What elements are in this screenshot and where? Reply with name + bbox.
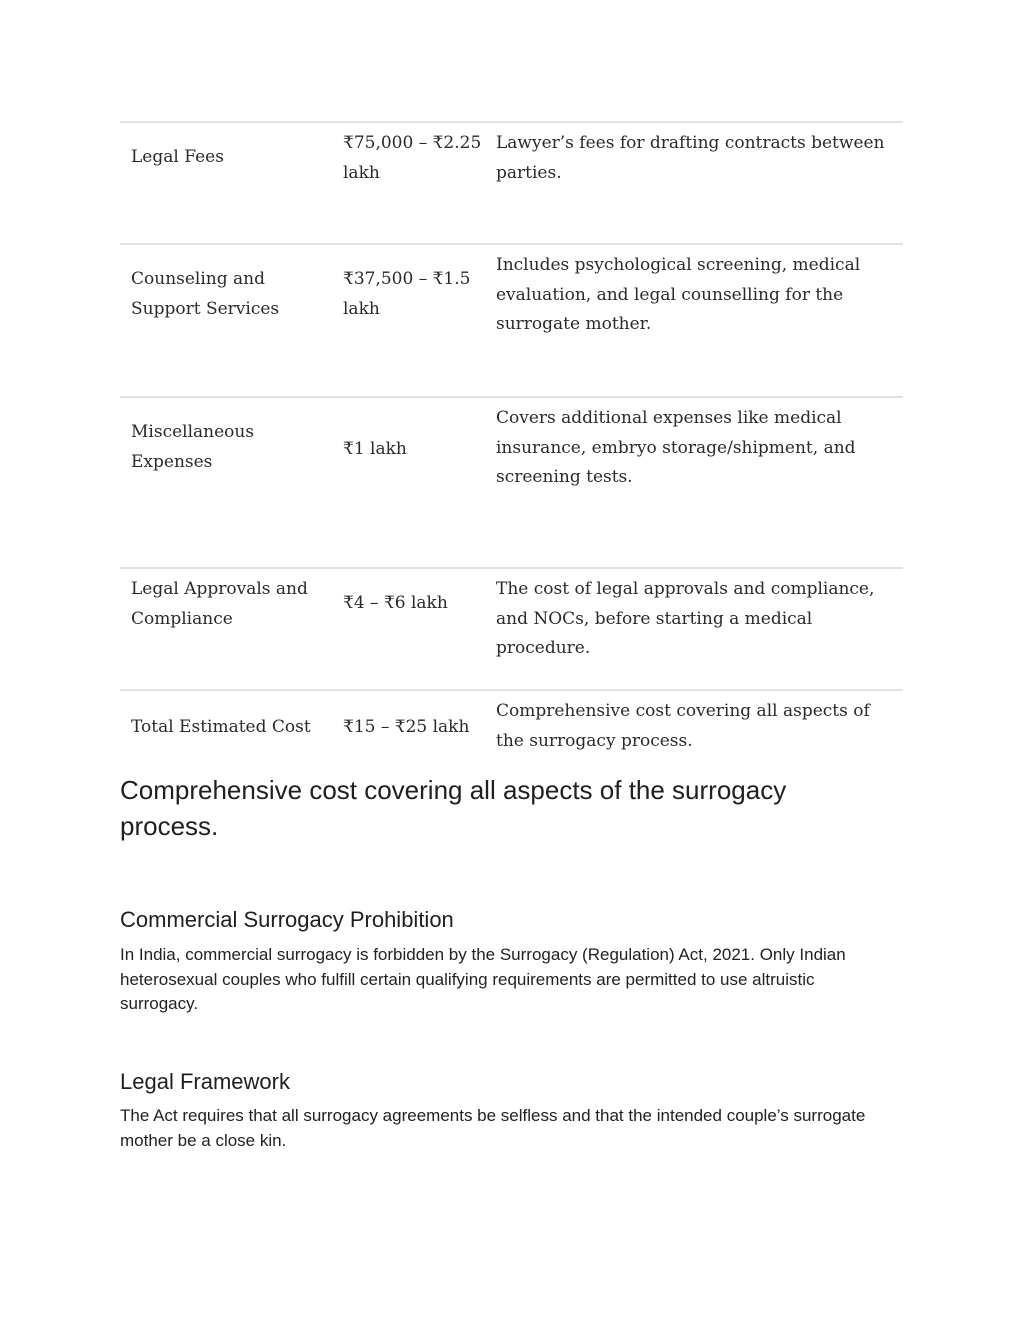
table-cell-item: Legal Fees [131, 147, 224, 167]
table-cell-item: Counseling and Support Services [131, 269, 280, 319]
table-cell-description: Covers additional expenses like medical insurance, embryo storage/shipment, and screening tests. [496, 408, 856, 487]
table-cell-item: Total Estimated Cost [131, 717, 311, 737]
table-cell-description: Includes psychological screening, medical evaluation, and legal counselling for the surrogate mother. [496, 255, 861, 334]
table-row [120, 244, 903, 397]
table-row [120, 397, 903, 568]
section-body-commercial-surrogacy: In India, commercial surrogacy is forbidden by the Surrogacy (Regulation) Act, 2021. Only Indian heterosexual couples who fulfill certain qualifying requirements are permitted to use altruistic surrogacy. [120, 945, 846, 1013]
table-cell-item: Legal Approvals and Compliance [131, 579, 308, 629]
table-row [120, 122, 903, 244]
table-cell-cost: ₹4 – ₹6 lakh [343, 593, 448, 613]
table-cell-cost: ₹37,500 – ₹1.5 lakh [343, 269, 471, 319]
table-row [120, 568, 903, 690]
table-cell-description: Comprehensive cost covering all aspects of the surrogacy process. [496, 701, 870, 751]
table-cell-description: The cost of legal approvals and compliance, and NOCs, before starting a medical procedure. [496, 579, 875, 658]
table-cell-item: Miscellaneous Expenses [131, 422, 255, 472]
section-body-legal-framework: The Act requires that all surrogacy agreements be selfless and that the intended couple’s surrogate mother be a close kin. [120, 1106, 866, 1150]
summary-heading: Comprehensive cost covering all aspects of the surrogacy process. [120, 775, 787, 841]
table-cell-cost: ₹75,000 – ₹2.25 lakh [343, 133, 482, 183]
table-cell-cost: ₹1 lakh [343, 439, 407, 459]
section-heading-legal-framework: Legal Framework [120, 1069, 290, 1094]
cost-table-container [120, 121, 903, 792]
cost-table [120, 121, 903, 792]
table-cell-description: Lawyer’s fees for drafting contracts between parties. [496, 133, 885, 183]
section-heading-commercial-surrogacy: Commercial Surrogacy Prohibition [120, 907, 454, 932]
table-cell-cost: ₹15 – ₹25 lakh [343, 717, 470, 737]
